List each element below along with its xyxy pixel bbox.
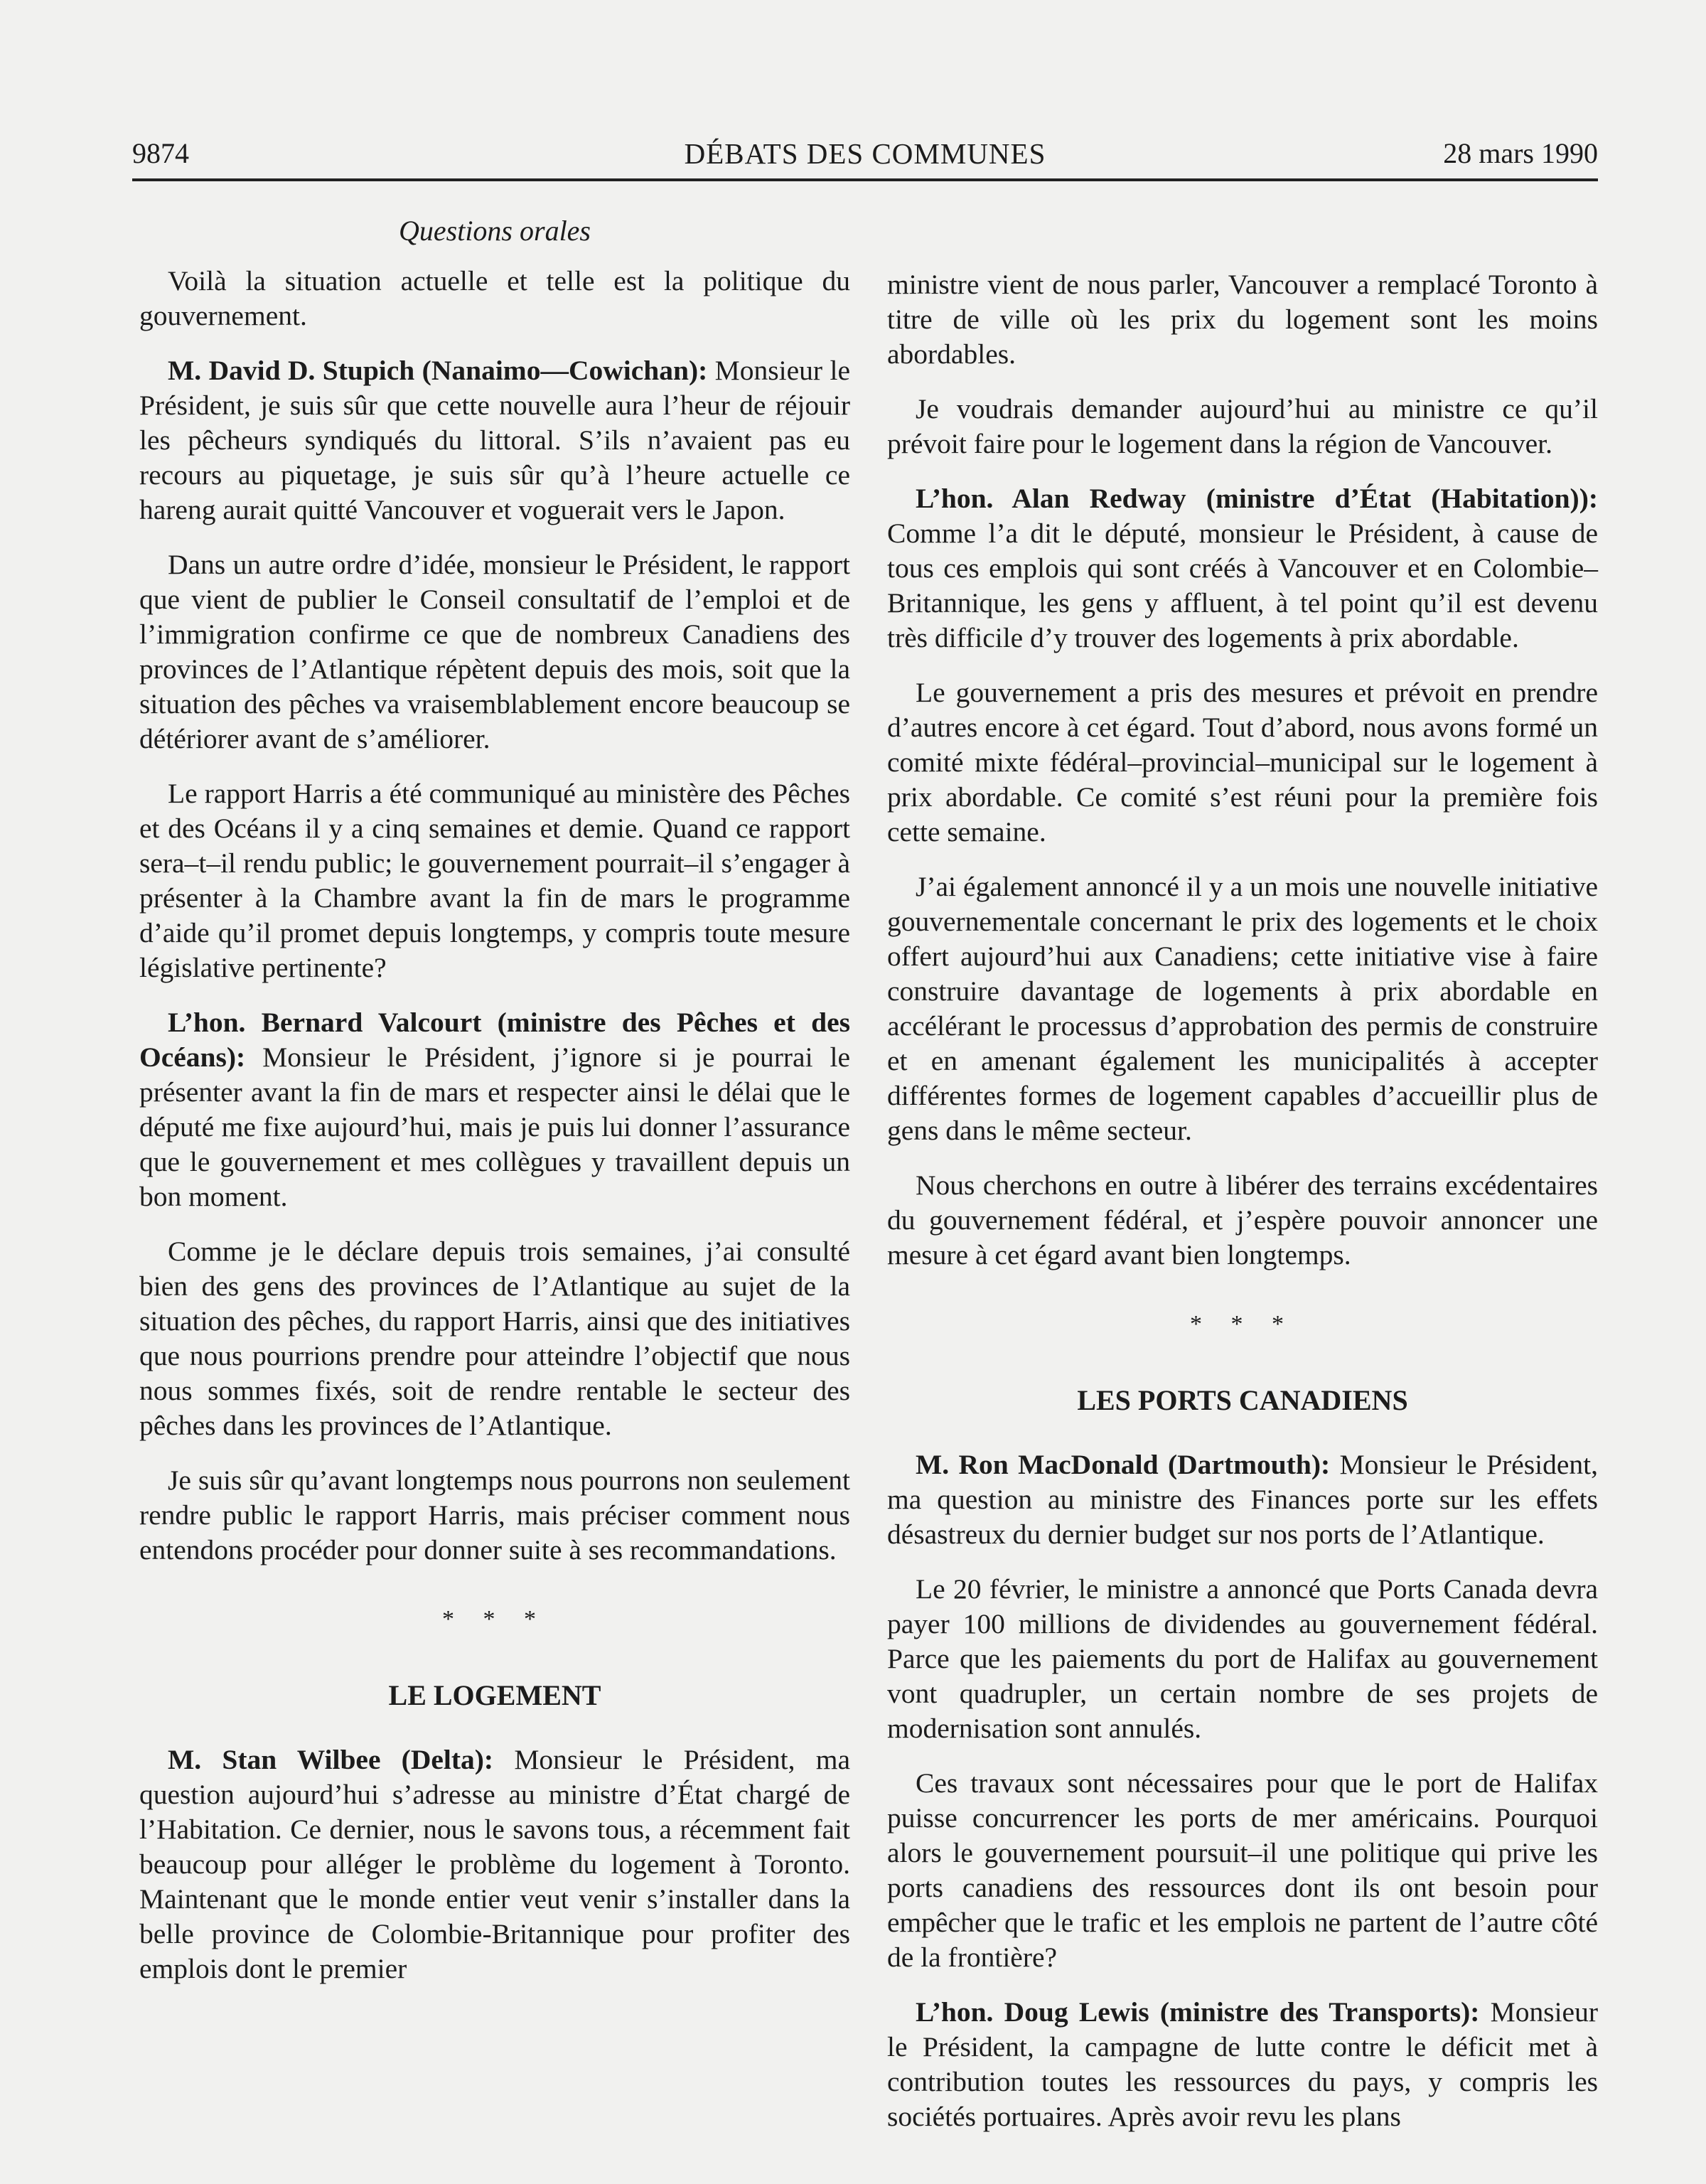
speech-paragraph <box>887 1447 1598 1552</box>
paragraph: Nous cherchons en outre à libérer des terrains excédentaires du gouvernement fédéral, et j’espère pouvoir annoncer une mesure à cet égard avant bien longtemps. <box>887 1169 1598 1270</box>
left-column <box>139 213 850 2006</box>
speaker-name: L’hon. Alan Redway (ministre d’État (Habitation)): <box>916 483 1598 514</box>
speech-text: Monsieur le Président, j’ignore si je pourrai le présenter avant la fin de mars et respecter ainsi le délai que le député me fixe aujourd’hui, mais je puis lui donner l’assurance que le gouvernement et mes collègues y travaillent depuis un bon moment. <box>139 1042 850 1212</box>
speech-paragraph <box>887 481 1598 655</box>
speech-paragraph <box>139 353 850 528</box>
section-heading: LES PORTS CANADIENS <box>1077 1384 1408 1416</box>
section-label: Questions orales <box>399 215 591 247</box>
speech-paragraph <box>887 1995 1598 2134</box>
paragraph: Je voudrais demander aujourd’hui au ministre ce qu’il prévoit faire pour le logement dans la région de Vancouver. <box>887 393 1598 459</box>
speaker-name: L’hon. Bernard Valcourt (ministre des Pêches et des Océans): <box>139 1007 850 1073</box>
paragraph: J’ai également annoncé il y a un mois une nouvelle initiative gouvernementale concernant le prix des logements et le choix offert aujourd’hui aux Canadiens; cette initiative vise à faire construire davantage de logements à prix abordable en accélérant le processus d’approbation des permis de construire et en amenant également les municipalités à accepter différentes formes de logement capables d’accueillir plus de gens dans le même secteur. <box>887 871 1598 1146</box>
paragraph: Le rapport Harris a été communiqué au ministère des Pêches et des Océans il y a cinq semaines et demie. Quand ce rapport sera–t–il rendu public; le gouvernement pourrait–il s’engager à présenter à la Chambre avant la fin de mars le programme d’aide qu’il promet depuis longtemps, y compris toute mesure législative pertinente? <box>139 778 850 983</box>
paragraph: Le gouvernement a pris des mesures et prévoit en prendre d’autres encore à cet égard. Tout d’abord, nous avons formé un comité mixte fédéral–provincial–municipal sur le logement à prix abordable. Ce comité s’est réuni pour la première fois cette semaine. <box>887 677 1598 847</box>
page-header <box>132 136 1598 179</box>
paragraph: Comme je le déclare depuis trois semaines, j’ai consulté bien des gens des provinces de l’Atlantique au sujet de la situation des pêches, du rapport Harris, ainsi que des initiatives que nous pourrions prendre pour atteindre l’objectif que nous nous sommes fixés, soit de rendre rentable le secteur des pêches dans les provinces de l’Atlantique. <box>139 1236 850 1441</box>
speaker-name: L’hon. Doug Lewis (ministre des Transports): <box>916 1996 1480 2028</box>
paragraph: Dans un autre ordre d’idée, monsieur le Président, le rapport que vient de publier le Conseil consultatif de l’emploi et de l’immigration confirme ce que de nombreux Canadiens des provinces de l’Atlantique répètent depuis des mois, soit que la situation des pêches va vraisemblablement encore beaucoup se détériorer avant de s’améliorer. <box>139 549 850 754</box>
speaker-name: M. Stan Wilbee (Delta): <box>168 1744 494 1775</box>
page-number: 9874 <box>132 137 189 169</box>
section-separator: * * * <box>442 1606 547 1632</box>
section-separator: * * * <box>1190 1311 1295 1337</box>
speaker-name: M. Ron MacDonald (Dartmouth): <box>916 1449 1331 1480</box>
section-heading: LE LOGEMENT <box>388 1679 601 1711</box>
right-column <box>887 267 1598 2154</box>
speech-text: Comme l’a dit le député, monsieur le Président, à cause de tous ces emplois qui sont créés à Vancouver et en Colombie–Britannique, les gens y affluent, à tel point qu’il est devenu très difficile d’y trouver des logements à prix abordable. <box>887 518 1598 653</box>
speech-paragraph <box>139 1743 850 1986</box>
paragraph: Ces travaux sont nécessaires pour que le port de Halifax puisse concurrencer les ports de mer américains. Pourquoi alors le gouvernement poursuit–il une politique qui prive les ports canadiens des ressources dont ils ont besoin pour empêcher que le trafic et les emplois ne partent de l’autre côté de la frontière? <box>887 1767 1598 1973</box>
speech-paragraph <box>139 1005 850 1214</box>
header-rule <box>132 178 1598 181</box>
speech-text: Monsieur le Président, je suis sûr que cette nouvelle aura l’heur de réjouir les pêcheurs syndiqués du littoral. S’ils n’avaient pas eu recours au piquetage, je suis sûr qu’à l’heure actuelle ce hareng aurait quitté Vancouver et voguerait vers le Japon. <box>139 355 850 525</box>
paragraph: Le 20 février, le ministre a annoncé que Ports Canada devra payer 100 millions de dividendes au gouvernement fédéral. Parce que les paiements du port de Halifax au gouvernement vont quadrupler, un certain nombre de ses projets de modernisation sont annulés. <box>887 1573 1598 1744</box>
running-title: DÉBATS DES COMMUNES <box>684 137 1046 170</box>
speech-text: Monsieur le Président, ma question au ministre des Finances porte sur les effets désastreux du dernier budget sur nos ports de l’Atlantique. <box>887 1449 1598 1550</box>
paragraph: Je suis sûr qu’avant longtemps nous pourrons non seulement rendre public le rapport Harris, mais préciser comment nous entendons procéder pour donner suite à ses recommandations. <box>139 1465 850 1565</box>
paragraph: Voilà la situation actuelle et telle est la politique du gouvernement. <box>139 265 850 331</box>
paragraph-continued: ministre vient de nous parler, Vancouver a remplacé Toronto à titre de ville où les prix du logement sont les moins abordables. <box>887 269 1598 370</box>
speech-text: Monsieur le Président, ma question aujourd’hui s’adresse au ministre d’État chargé de l’Habitation. Ce dernier, nous le savons tous, a récemment fait beaucoup pour alléger le problème du logement à Toronto. Maintenant que le monde entier veut venir s’installer dans la belle province de Colombie-Britannique pour profiter des emplois dont le premier <box>139 1744 850 1984</box>
speaker-name: M. David D. Stupich (Nanaimo—Cowichan): <box>168 355 708 386</box>
publication-date: 28 mars 1990 <box>1443 137 1598 169</box>
speech-text: Monsieur le Président, la campagne de lutte contre le déficit met à contribution toutes les ressources du pays, y compris les sociétés portuaires. Après avoir revu les plans <box>887 1996 1598 2132</box>
